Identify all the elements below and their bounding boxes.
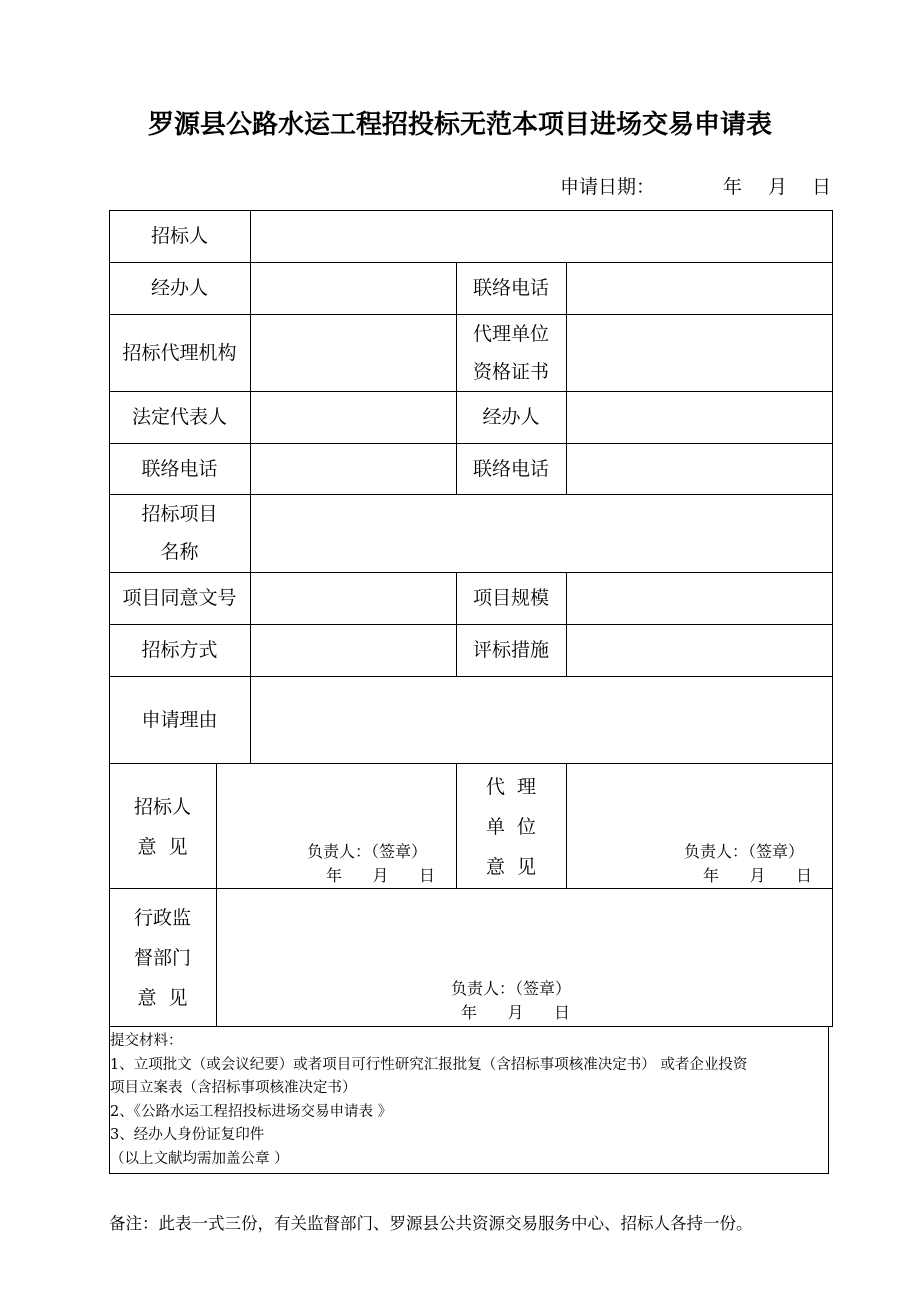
- materials-list: [110, 1030, 826, 1171]
- tenderer-opinion-line1: 招标人: [133, 795, 191, 818]
- label-agency-cert-line2: 资格证书: [472, 360, 549, 383]
- label-agency: 招标代理机构: [122, 341, 237, 364]
- label-reason: 申请理由: [141, 708, 218, 731]
- tenderer-signature-date: 年 月 日: [326, 866, 436, 885]
- label-admin-opinion: [109, 890, 216, 1026]
- label-handler-2: 经办人: [482, 406, 540, 428]
- agency-opinion-line3: 意 见: [485, 855, 537, 878]
- admin-signature-date: 年 月 日: [461, 1003, 571, 1022]
- admin-opinion-line3: 意 见: [137, 987, 188, 1009]
- materials-item-2: 2、《公路水运工程招投标进场交易申请表 》: [110, 1103, 393, 1120]
- label-contact-phone: 联络电话: [472, 277, 549, 299]
- label-agency-opinion: [456, 765, 566, 888]
- admin-opinion-line1: 行政监: [133, 907, 191, 929]
- label-project-name-line1: 招标项目: [141, 503, 218, 525]
- materials-item-1a: 1、立项批文（或会议纪要）或者项目可行性研究汇报批复（含招标事项核准决定书） 或者企业投资: [110, 1056, 748, 1073]
- agency-signature-date: 年 月 日: [703, 866, 813, 885]
- date-year: 年: [723, 176, 743, 198]
- form-title: 罗源县公路水运工程招投标无范本项目进场交易申请表: [147, 110, 772, 140]
- date-day: 日: [812, 176, 832, 198]
- agency-opinion-line2: 单 位: [485, 815, 537, 838]
- tenderer-opinion-line2: 意 见: [137, 835, 188, 858]
- date-label: 申请日期：: [560, 176, 656, 198]
- tenderer-signature: 负责人：（签章）: [307, 842, 428, 861]
- materials-heading: 提交材料：: [110, 1033, 183, 1049]
- label-approval-no: 项目同意文号: [122, 587, 237, 609]
- label-agency-cert: [456, 314, 566, 391]
- materials-note: （以上文献均需加盖公章 ）: [110, 1150, 289, 1167]
- materials-item-1b: 项目立案表（含招标事项核准决定书）: [110, 1080, 357, 1096]
- label-project-name-line2: 名称: [160, 541, 199, 563]
- admin-opinion-line2: 督部门: [133, 947, 191, 969]
- label-handler: 经办人: [150, 277, 208, 299]
- materials-item-3: 3、经办人身份证复印件: [110, 1127, 265, 1143]
- label-tenderer: 招标人: [150, 225, 208, 247]
- label-tenderer-opinion: [109, 765, 216, 888]
- admin-signature: 负责人：（签章）: [451, 979, 572, 998]
- agency-opinion-line1: 代 理: [485, 775, 537, 798]
- date-month: 月: [768, 176, 788, 198]
- label-project-name: [109, 494, 250, 572]
- label-agency-cert-line1: 代理单位: [472, 322, 549, 345]
- label-project-scale: 项目规模: [472, 587, 549, 609]
- label-phone-right: 联络电话: [472, 457, 549, 480]
- label-phone-left: 联络电话: [141, 457, 218, 480]
- label-evaluation: 评标措施: [472, 639, 549, 661]
- label-tender-method: 招标方式: [141, 639, 218, 661]
- agency-signature: 负责人：（签章）: [684, 842, 805, 861]
- footer-note: 备注：此表一式三份，有关监督部门、罗源县公共资源交易服务中心、招标人各持一份。: [109, 1214, 753, 1233]
- label-legal-rep: 法定代表人: [131, 406, 227, 428]
